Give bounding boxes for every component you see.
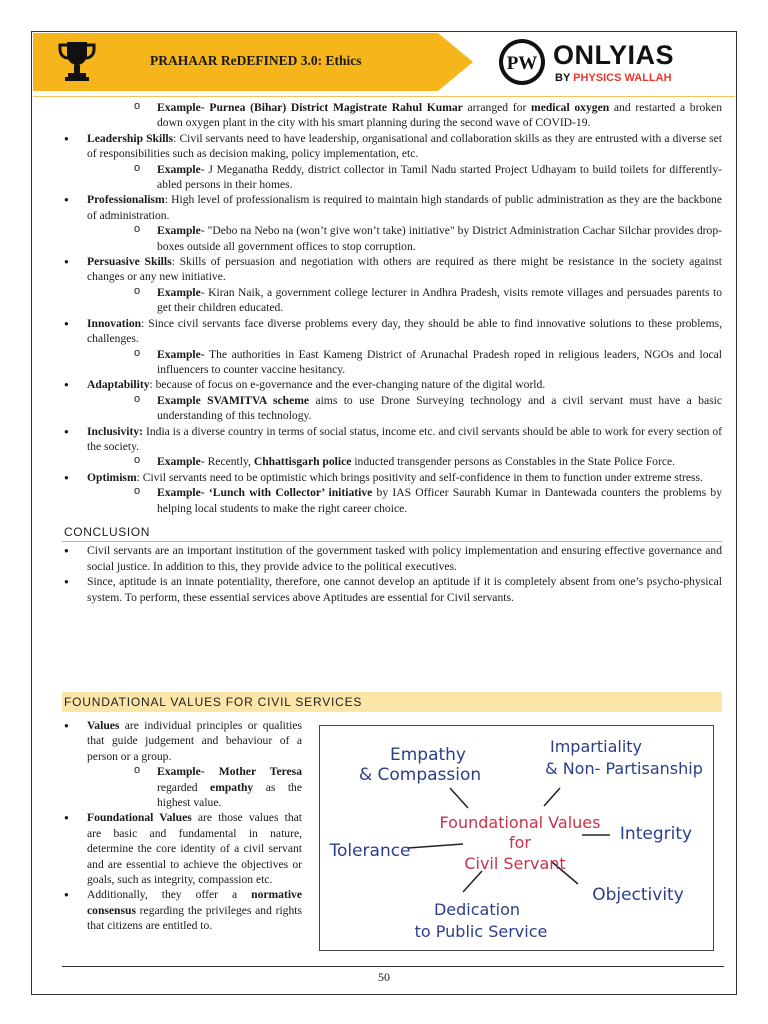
bullet-text: : High level of professionalism is required to maintain high standards of public administration as they are the backbone of administration. bbox=[87, 193, 722, 222]
brand-sub-accent: PHYSICS WALLAH bbox=[573, 72, 672, 84]
example-label: Example- Mother Teresa bbox=[157, 765, 302, 779]
example-text: as the highest value. bbox=[157, 780, 302, 810]
example-label: Example bbox=[157, 455, 201, 469]
foundational-values-heading-bar bbox=[62, 692, 722, 712]
example-leadership bbox=[62, 162, 722, 193]
brand-name: ONLYIAS bbox=[553, 40, 675, 70]
bullet-additionally bbox=[62, 887, 302, 933]
conclusion-point-2: ● Since, aptitude is an innate potentiality, therefore, one cannot develop an aptitude if it is completely absent from one’s psycho-physical system. To perform, these essential services above Aptitudes are essential for Civil servants. bbox=[62, 574, 722, 605]
bullet-text: : because of focus on e-governance and the ever-changing nature of the digital world. bbox=[149, 378, 546, 392]
example-text: inducted transgender persons as Constables in the State Police Force. bbox=[351, 455, 676, 469]
node-dedication-1: Dedication bbox=[433, 900, 521, 919]
pw-logo-icon bbox=[498, 38, 546, 86]
example-bold: empathy bbox=[210, 780, 254, 794]
bullet-text: Additionally, they offer a bbox=[87, 888, 252, 902]
example-professionalism bbox=[62, 223, 722, 254]
bullet-leadership bbox=[62, 131, 722, 162]
bullet-text: are those values that are basic and fundamental in nature, determine the core identity of a civil servant and are essential to achieve the objectives or goals, such as integrity, compassion etc. bbox=[87, 811, 302, 887]
node-impartiality-2: & Non- Partisanship bbox=[545, 759, 703, 778]
example-optimism bbox=[62, 485, 722, 516]
example-label: Example- Purnea (Bihar) District Magistrate Rahul Kumar bbox=[157, 101, 463, 114]
bullet-term: Persuasive Skills bbox=[87, 255, 172, 269]
connector-tolerance bbox=[408, 844, 463, 848]
node-empathy-2: & Compassion bbox=[358, 765, 482, 785]
bullet-text: are individual principles or qualities that guide judgement and behaviour of a person or a group. bbox=[87, 719, 302, 763]
bullet-text: : Since civil servants face diverse problems every day, they should be able to find innovative solutions to these problems, challenges. bbox=[87, 316, 722, 346]
conclusion-heading: CONCLUSION bbox=[62, 525, 722, 542]
bullet-optimism bbox=[62, 470, 722, 485]
node-integrity: Integrity bbox=[619, 824, 693, 844]
footer-divider bbox=[62, 966, 724, 967]
bullet-foundational-values bbox=[62, 810, 302, 887]
pw-logo-text: PW bbox=[506, 53, 538, 74]
bullet-persuasive bbox=[62, 254, 722, 285]
bullet-term: Professionalism bbox=[87, 193, 165, 207]
bullet-term: Adaptability bbox=[87, 378, 150, 392]
example-purnea bbox=[62, 100, 722, 131]
bullet-innovation bbox=[62, 316, 722, 347]
bullet-term: Optimism bbox=[87, 470, 137, 484]
example-bold: medical oxygen bbox=[531, 101, 610, 114]
example-text: by IAS Officer Saurabh Kumar in Dantewada counters the problems by helping local students to make the right career choice. bbox=[157, 486, 722, 515]
example-persuasive bbox=[62, 285, 722, 316]
bullet-text: regarding the privileges and rights that citizens are entitled to. bbox=[87, 903, 302, 933]
page-number: 50 bbox=[378, 970, 390, 984]
example-text: - Recently, bbox=[200, 455, 254, 469]
example-label: Example bbox=[157, 224, 201, 238]
connector-dedication bbox=[463, 871, 482, 892]
example-innovation bbox=[62, 347, 722, 378]
example-label: Example- ‘Lunch with Collector’ initiative bbox=[157, 486, 373, 500]
example-label: Example bbox=[157, 162, 201, 176]
bullet-term: Inclusivity: bbox=[87, 424, 144, 438]
example-text: arranged for bbox=[462, 101, 532, 114]
bullet-text: : Skills of persuasion and negotiation with others are required as there might be resistance in the society against changes or any new initiative. bbox=[87, 255, 722, 284]
trophy-icon bbox=[54, 38, 100, 84]
document-title: PRAHAAR ReDEFINED 3.0: Ethics bbox=[150, 53, 362, 68]
node-tolerance: Tolerance bbox=[329, 841, 411, 861]
example-text: The authorities in East Kameng District of Arunachal Pradesh roped in religious leaders, NGOs and local influencers to counter vaccine hesitancy. bbox=[157, 347, 722, 376]
example-text: - Kiran Naik, a government college lecturer in Andhra Pradesh, visits remote villages and persuades parents to get their children educated. bbox=[157, 285, 722, 315]
bullet-term: Innovation bbox=[87, 316, 142, 330]
connector-empathy bbox=[450, 788, 468, 808]
center-line-1: Foundational Values bbox=[439, 813, 601, 832]
example-label: Example bbox=[157, 285, 201, 299]
bullet-text: : Civil servants need to have leadership, organisational and collaboration skills as they are entrusted with a diverse set of responsibilities such as decision making, policy implementation, etc. bbox=[87, 131, 723, 161]
center-line-3: Civil Servant bbox=[464, 854, 566, 873]
node-impartiality-1: Impartiality bbox=[550, 737, 642, 756]
foundational-values-heading: FOUNDATIONAL VALUES FOR CIVIL SERVICES bbox=[64, 695, 363, 709]
example-text: - J Meganatha Reddy, district collector in Tamil Nadu started Project Udhayam to build toilets for differently-abled persons in their homes. bbox=[157, 162, 722, 192]
node-empathy-1: Empathy bbox=[389, 745, 467, 765]
example-text: - "Debo na Nebo na (won’t give won’t take) initiative" by District Administration Cachar Silchar provides drop-boxes outside all government offices to stop corruption. bbox=[157, 224, 722, 253]
mind-map bbox=[320, 726, 712, 949]
bullet-term: Leadership Skills bbox=[87, 131, 174, 145]
foundational-values-text bbox=[62, 718, 302, 934]
bullet-bold: normative consensus bbox=[87, 888, 302, 917]
node-objectivity: Objectivity bbox=[592, 885, 684, 905]
conclusion-point-1: ● Civil servants are an important institution of the government tasked with policy implementation and ensuring effective governance and social justice. In addition to this, they provide advice to the political executives. bbox=[62, 543, 722, 574]
header-divider bbox=[33, 96, 735, 97]
bullet-term: Values bbox=[87, 719, 120, 732]
example-text: and restarted a broken down oxygen plant in the city with his smart planning during the second wave of COVID-19. bbox=[157, 101, 722, 130]
bullet-values bbox=[62, 718, 302, 764]
example-bold: Chhattisgarh police bbox=[253, 455, 352, 469]
node-dedication-2: to Public Service bbox=[414, 922, 548, 941]
bullet-inclusivity bbox=[62, 424, 722, 455]
example-inclusivity bbox=[62, 454, 722, 469]
example-text: aims to use Drone Surveying technology and a civil servant must have a basic understanding of this technology. bbox=[157, 393, 722, 423]
bullet-professionalism bbox=[62, 192, 722, 223]
main-content bbox=[62, 100, 722, 605]
example-mother-teresa bbox=[62, 764, 302, 810]
example-adaptability bbox=[62, 393, 722, 424]
bullet-text: : Civil servants need to be optimistic which brings positivity and self-confidence in them to function under extreme stress. bbox=[136, 470, 703, 484]
connector-impartiality bbox=[544, 788, 560, 806]
brand-sub-prefix: BY bbox=[555, 72, 571, 84]
bullet-text: India is a diverse country in terms of social status, income etc. and civil servants should be able to work for every section of the society. bbox=[87, 424, 722, 453]
example-label: Example- bbox=[157, 347, 205, 361]
example-label: Example SVAMITVA scheme bbox=[157, 393, 310, 407]
example-text: regarded bbox=[157, 780, 211, 794]
bullet-term: Foundational Values bbox=[87, 811, 192, 825]
brand-subtitle bbox=[555, 72, 672, 84]
center-line-2: for bbox=[509, 833, 531, 852]
foundational-values-diagram bbox=[319, 725, 714, 951]
bullet-adaptability bbox=[62, 377, 722, 392]
